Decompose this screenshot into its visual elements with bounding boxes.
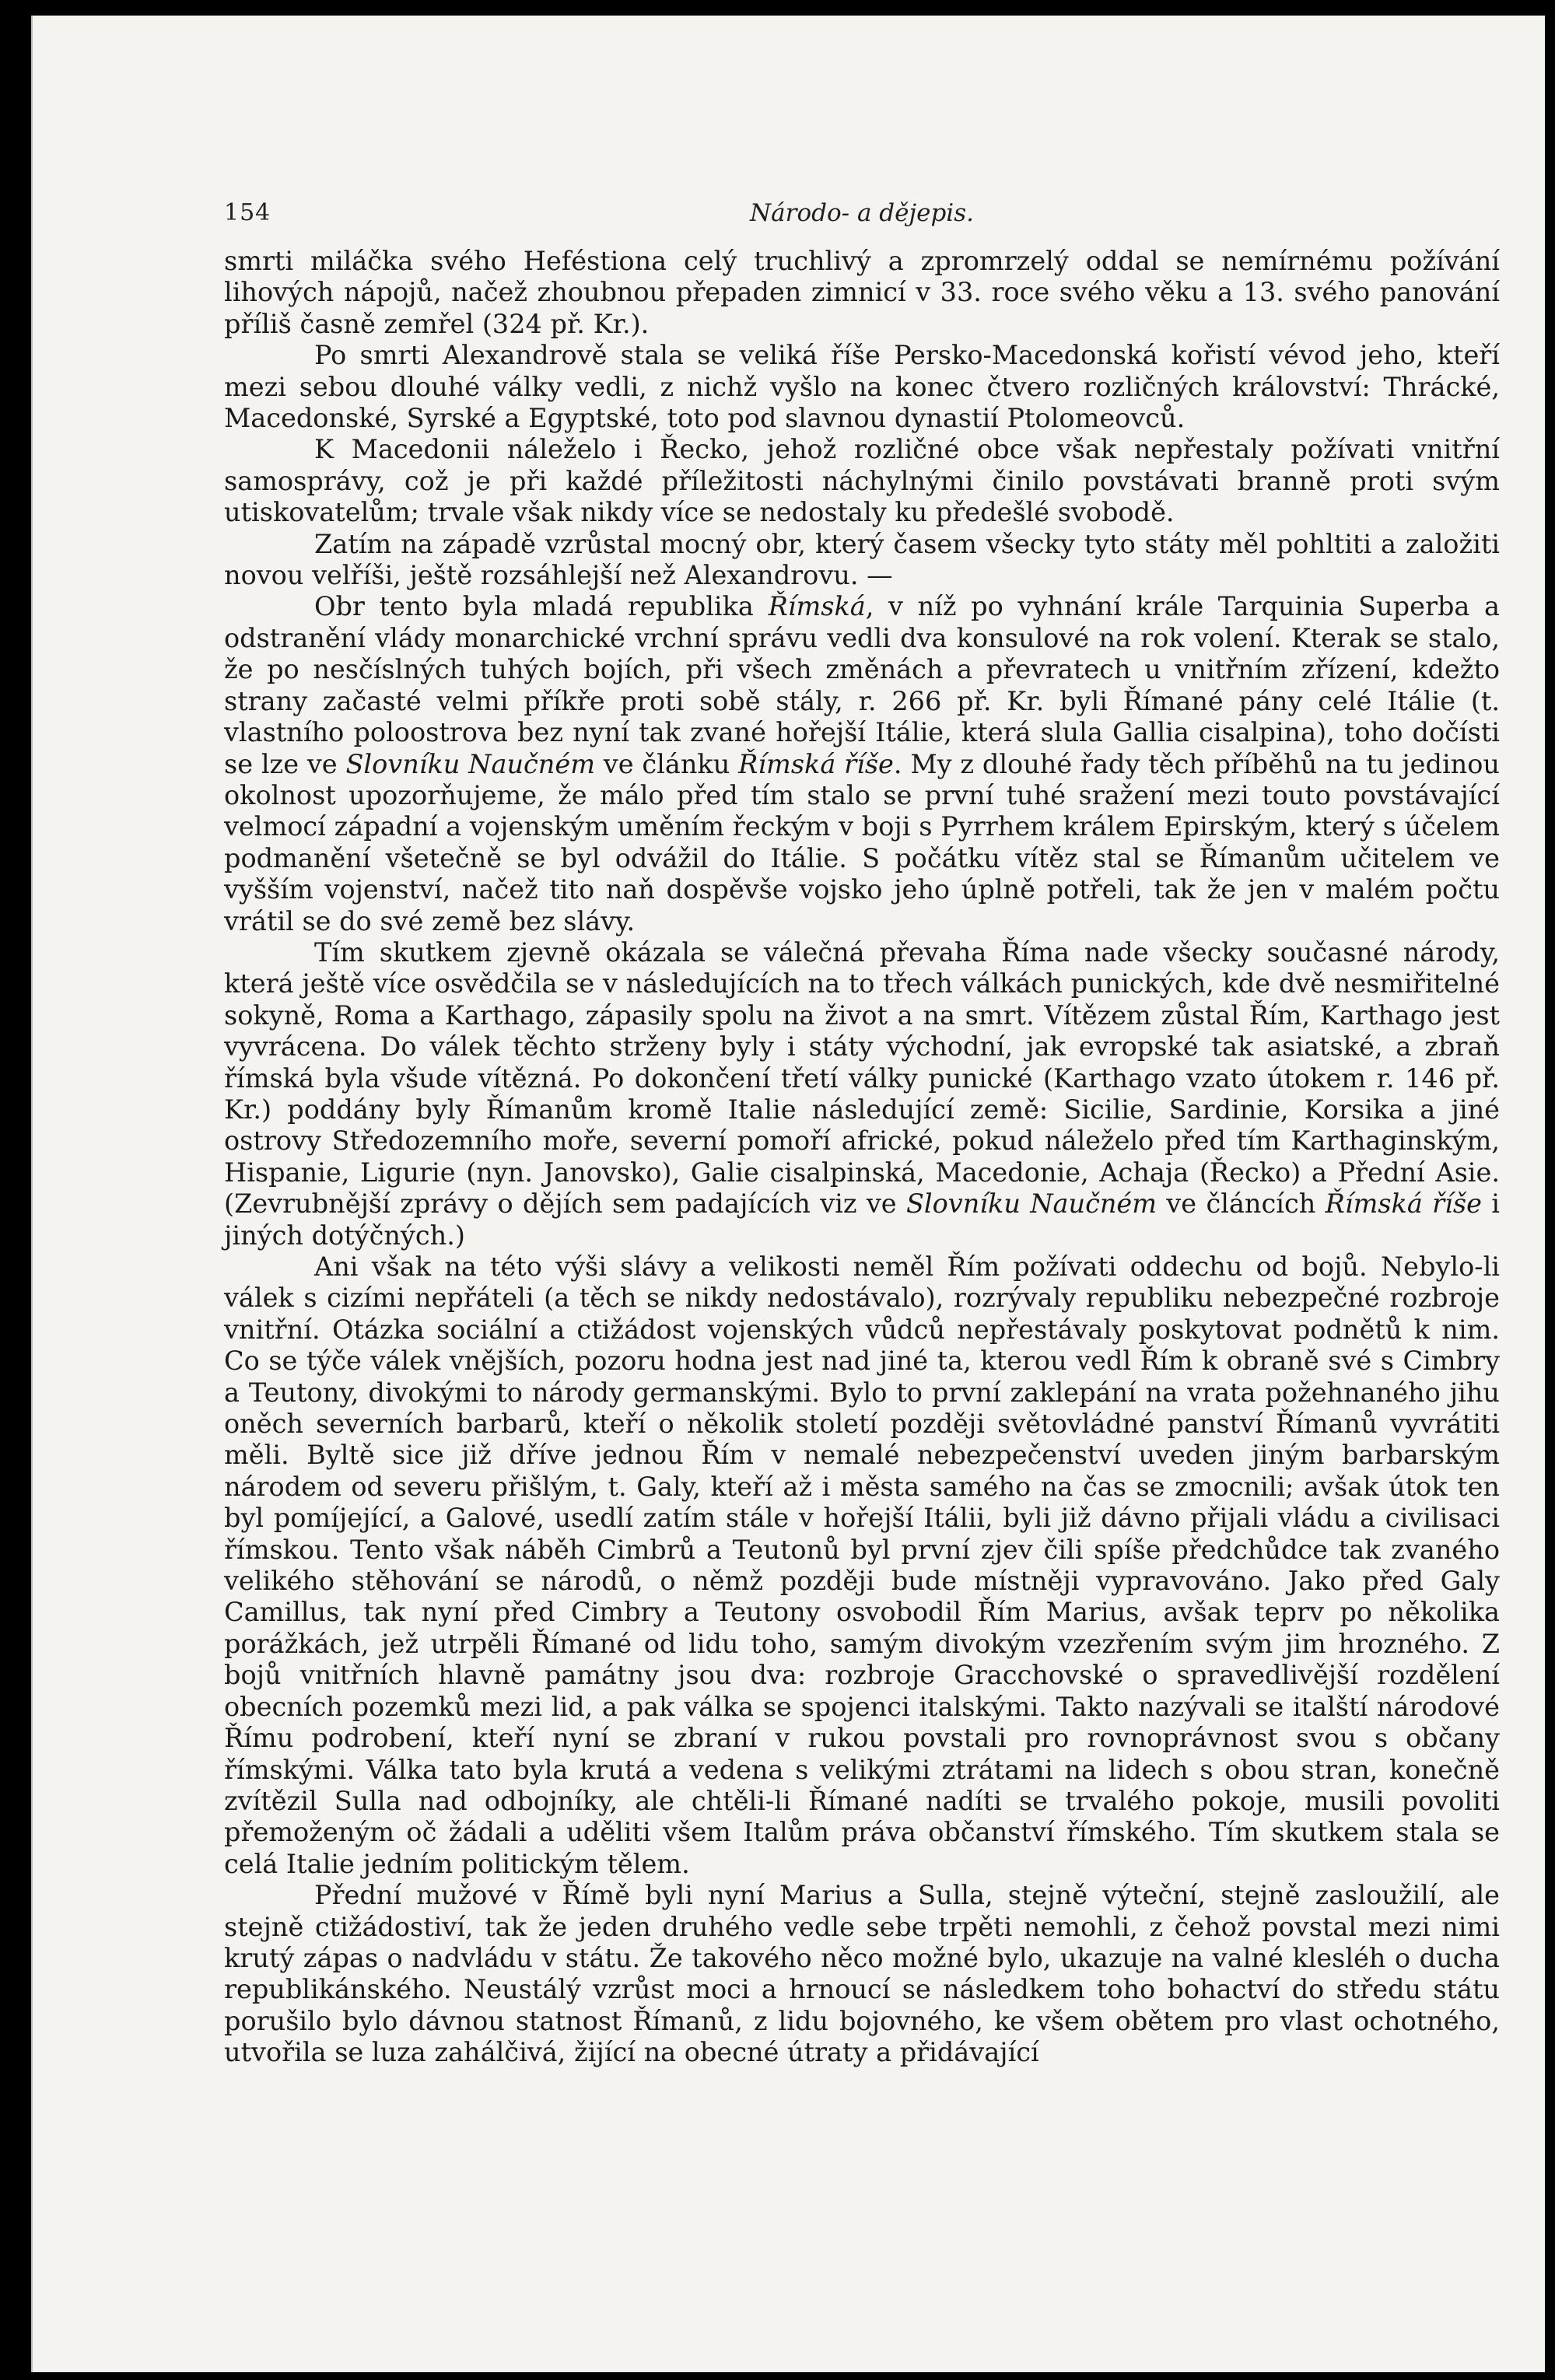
paragraph-text: i jiných dotýčných.): [224, 1188, 1500, 1251]
page-number: 154: [224, 199, 271, 226]
paragraph-text: Obr tento byla mladá republika: [314, 591, 769, 622]
paragraph: [224, 246, 1500, 340]
paragraph: [224, 937, 1500, 1251]
paragraph-text: Zatím na západě vzrůstal mocný obr, který časem všecky tyto státy měl pohltiti a založiti novou velříši, ještě rozsáhlejší než Alexandrovu. —: [224, 528, 1500, 591]
paragraph: [224, 529, 1500, 592]
paragraph-text: , v níž po vyhnání krále Tarquinia Superba a odstranění vlády monarchické vrchní správu vedli dva konsulové na rok volení. Kterak se stalo, že po nesčíslných tuhých bojích, při všech změnách a převratech u vnitřním zřízení, kdežto strany začasté velmi příkře proti sobě stály, r. 266 př. Kr. byli Římané pány celé Itálie (t. vlastního poloostrova bez nyní tak zvané hořejší Itálie, která slula Gallia cisalpina), toho dočísti se lze ve: [224, 591, 1500, 779]
paragraph: [224, 1880, 1500, 2068]
paragraph-text: Po smrti Alexandrově stala se veliká říše Persko-Macedonská kořistí vévod jeho, kteří mezi sebou dlouhé války vedli, z nichž vyšlo na konec čtvero rozličných království: Thrácké, Macedonské, Syrské a Egyptské, toto pod slavnou dynastií Ptolomeovců.: [224, 340, 1500, 434]
emphasized-text: Římská říše: [1325, 1188, 1482, 1220]
running-title: Národo- a dějepis.: [750, 199, 974, 227]
paragraph: [224, 434, 1500, 528]
emphasized-text: Římská: [768, 591, 866, 622]
page-header: [224, 199, 1500, 230]
paragraph-text: ve článcích: [1157, 1188, 1326, 1220]
body-text: [224, 246, 1500, 2069]
paragraph-text: Přední mužové v Římě byli nyní Marius a Sulla, stejně výteční, stejně zasloužilí, ale stejně ctižádostiví, tak že jeden druhého vedle sebe trpěti nemohli, z čehož povstal mezi nimi krutý zápas o nadvládu v státu. Že takového něco možné bylo, ukazuje na valné klesléh o ducha republikánského. Neustálý vzrůst moci a hrnoucí se následkem toho bohactví do středu státu porušilo bylo dávnou statnost Římanů, z lidu bojovného, ke všem obětem pro vlast ochotného, utvořila se luza zahálčivá, žijící na obecné útraty a přidávající: [224, 1880, 1500, 2068]
paragraph: [224, 340, 1500, 434]
paragraph: [224, 591, 1500, 936]
paragraph-text: Tím skutkem zjevně okázala se válečná převaha Říma nade všecky současné národy, která ještě více osvědčila se v následujících na to třech válkách punických, kde dvě nesmiřitelné sokyně, Roma a Karthago, zápasily spolu na život a na smrt. Vítězem zůstal Řím, Karthago jest vyvrácena. Do válek těchto strženy byly i státy východní, jak evropské tak asiatské, a zbraň římská byla všude vítězná. Po dokončení třetí války punické (Karthago vzato útokem r. 146 př. Kr.) poddány byly Římanům kromě Italie následující země: Sicilie, Sardinie, Korsika a jiné ostrovy Středozemního moře, severní pomoří africké, pokud náleželo před tím Karthaginským, Hispanie, Ligurie (nyn. Janovsko), Galie cisalpinská, Macedonie, Achaja (Řecko) a Přední Asie. (Zevrubnější zprávy o dějích sem padajících viz ve: [224, 936, 1500, 1220]
paragraph-text: K Macedonii náleželo i Řecko, jehož rozličné obce však nepřestaly požívati vnitřní samosprávy, což je při každé příležitosti náchylnými činilo povstávati branně proti svým utiskovatelům; trvale však nikdy více se nedostaly ku předešlé svobodě.: [224, 434, 1500, 528]
paragraph-text: smrti miláčka svého Heféstiona celý truchlivý a zpromrzelý oddal se nemírnému požívání lihových nápojů, načež zhoubnou přepaden zimnicí v 33. roce svého věku a 13. svého panování příliš časně zemřel (324 př. Kr.).: [224, 246, 1500, 339]
emphasized-text: Slovníku Naučném: [345, 748, 595, 779]
book-page: [31, 16, 1545, 2372]
paragraph-text: . My z dlouhé řady těch příběhů na tu jedinou okolnost upozorňujeme, že málo před tím stalo se první tuhé sražení mezi touto povstávající velmocí západní a vojenským uměním řeckým v boji s Pyrrhem králem Epirským, který s účelem podmanění všetečně se byl odvážil do Itálie. S počátku vítěz stal se Římanům učitelem ve vyšším vojenství, načež tito naň dospěvše vojsko jeho úplně potřeli, tak že jen v malém počtu vrátil se do své země bez slávy.: [224, 748, 1500, 936]
paragraph-text: Ani však na této výši slávy a velikosti neměl Řím požívati oddechu od bojů. Nebylo-li válek s cizími nepřáteli (a těch se nikdy nedostávalo), rozrývaly republiku nebezpečné rozbroje vnitřní. Otázka sociální a ctižádost vojenských vůdců nepřestávaly poskytovat podnětů k nim. Co se týče válek vnějších, pozoru hodna jest nad jiné ta, kterou vedl Řím k obraně své s Cimbry a Teutony, divokými to národy germanskými. Bylo to první zaklepání na vrata požehnaného jihu oněch severních barbarů, kteří o několik století později světovládné panství Římanů vyvrátiti měli. Byltě sice již dříve jednou Řím v nemalé nebezpečenství uveden jiným barbarským národem od severu přišlým, t. Galy, kteří až i města samého na čas se zmocnili; avšak útok ten byl pomíjející, a Galové, usedlí zatím stále v hořejší Itálii, byli již dávno přijali vládu a civilisaci římskou. Tento však náběh Cimbrů a Teutonů byl první zjev čili spíše předchůdce tak zvaného velikého stěhování se národů, o němž později bude místněji vypravováno. Jako před Galy Camillus, tak nyní před Cimbry a Teutony osvobodil Řím Marius, avšak teprv po několika porážkách, jež utrpěli Římané od lidu toho, samým divokým vzezřením svým jim hrozného. Z bojů vnitřních hlavně památny jsou dva: rozbroje Gracchovské o spravedlivější rozdělení obecních pozemků mezi lid, a pak válka se spojenci italskými. Takto nazývali se italští národové Římu podrobení, kteří nyní se zbraní v rukou povstali pro rovnoprávnost svou s občany římskými. Válka tato byla krutá a vedena s velikými ztrátami na lidech s obou stran, konečně zvítězil Sulla nad odbojníky, ale chtěli-li Římané nadíti se trvalého pokoje, musili povoliti přemoženým oč žádali a uděliti všem Italům práva občanství římského. Tím skutkem stala se celá Italie jedním politickým tělem.: [224, 1251, 1500, 1879]
paragraph-text: ve článku: [594, 748, 739, 779]
emphasized-text: Římská říše: [738, 748, 894, 779]
emphasized-text: Slovníku Naučném: [905, 1188, 1157, 1220]
paragraph: [224, 1251, 1500, 1880]
